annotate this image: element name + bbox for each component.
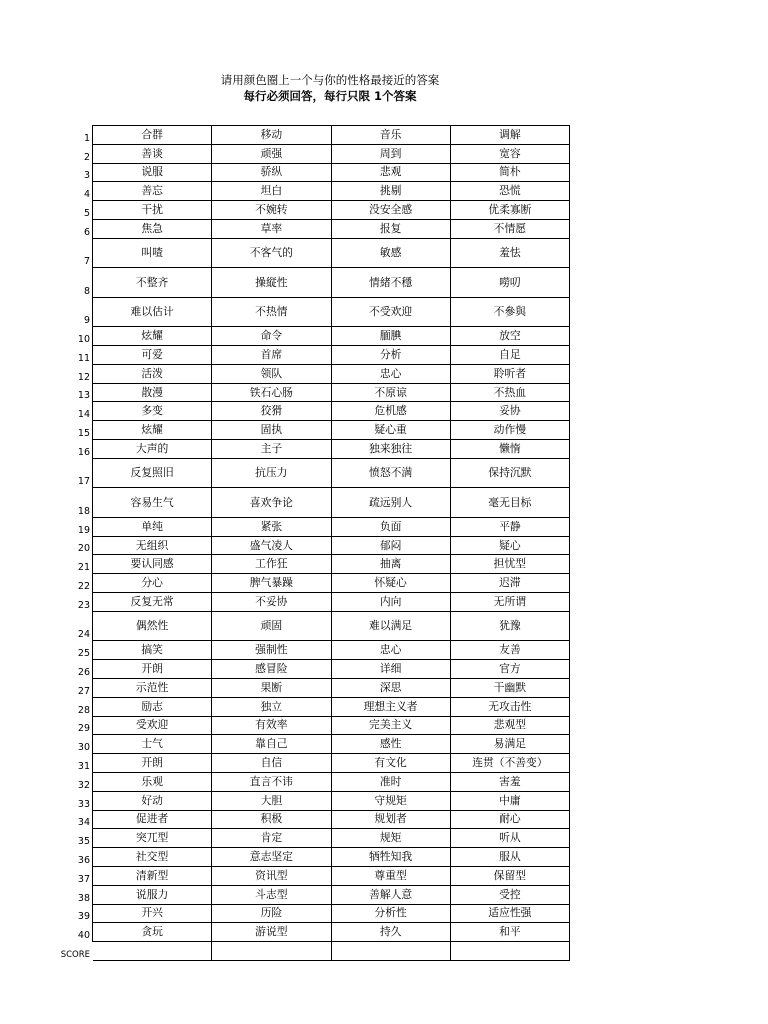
answer-option[interactable]: 难以估计 bbox=[93, 297, 212, 327]
row-number: 24 bbox=[77, 629, 90, 641]
row-number: 7 bbox=[83, 256, 90, 268]
answer-option[interactable]: 忠心 bbox=[331, 641, 450, 660]
table-row bbox=[93, 268, 570, 298]
table-row bbox=[93, 848, 570, 867]
row-number: 25 bbox=[77, 648, 90, 660]
answer-option[interactable]: 感性 bbox=[331, 735, 450, 754]
table-row bbox=[93, 517, 570, 536]
row-number: 29 bbox=[77, 723, 90, 735]
answer-option[interactable]: 领队 bbox=[212, 364, 331, 383]
answer-option[interactable]: 分心 bbox=[93, 574, 212, 593]
table-row bbox=[93, 735, 570, 754]
answer-option[interactable]: 开朗 bbox=[93, 754, 212, 773]
row-number: 3 bbox=[83, 170, 90, 182]
answer-option[interactable]: 官方 bbox=[450, 660, 569, 679]
answer-option[interactable]: 挑剔 bbox=[331, 182, 450, 201]
answer-option[interactable]: 连贯（不善变） bbox=[450, 754, 569, 773]
table-row bbox=[93, 574, 570, 593]
answer-option[interactable]: 靠自己 bbox=[212, 735, 331, 754]
answer-option[interactable]: 周到 bbox=[331, 144, 450, 163]
row-number: 19 bbox=[77, 524, 90, 536]
row-number: 33 bbox=[77, 798, 90, 810]
score-label: SCORE bbox=[60, 949, 90, 960]
answer-option[interactable]: 有文化 bbox=[331, 754, 450, 773]
answer-option[interactable]: 脾气暴躁 bbox=[212, 574, 331, 593]
answer-option[interactable]: 紧张 bbox=[212, 517, 331, 536]
answer-option[interactable]: 毫无目标 bbox=[450, 488, 569, 518]
answer-option[interactable]: 报复 bbox=[331, 219, 450, 238]
table-row bbox=[93, 885, 570, 904]
answer-option[interactable]: 牺牲知我 bbox=[331, 848, 450, 867]
score-cell[interactable] bbox=[450, 942, 569, 961]
answer-option[interactable]: 不原谅 bbox=[331, 383, 450, 402]
table-row bbox=[93, 402, 570, 421]
table-row bbox=[93, 201, 570, 220]
row-number: 34 bbox=[77, 817, 90, 829]
table-row bbox=[93, 488, 570, 518]
answer-option[interactable]: 怀疑心 bbox=[331, 574, 450, 593]
row-number: 22 bbox=[77, 581, 90, 593]
row-number: 28 bbox=[77, 704, 90, 716]
answer-option[interactable]: 不受欢迎 bbox=[331, 297, 450, 327]
answer-option[interactable]: 和平 bbox=[450, 923, 569, 942]
answer-option[interactable]: 理想主义者 bbox=[331, 697, 450, 716]
table-row bbox=[93, 641, 570, 660]
table-row bbox=[93, 536, 570, 555]
answer-option[interactable]: 没安全感 bbox=[331, 201, 450, 220]
answer-option[interactable]: 规划者 bbox=[331, 810, 450, 829]
answer-option[interactable]: 深思 bbox=[331, 678, 450, 697]
answer-option[interactable]: 说服 bbox=[93, 163, 212, 182]
table-row bbox=[93, 421, 570, 440]
answer-option[interactable]: 善忘 bbox=[93, 182, 212, 201]
answer-option[interactable]: 悲观 bbox=[331, 163, 450, 182]
answer-option[interactable]: 果断 bbox=[212, 678, 331, 697]
answer-option[interactable]: 自足 bbox=[450, 346, 569, 365]
answer-option[interactable]: 担忧型 bbox=[450, 555, 569, 574]
row-number: 35 bbox=[77, 836, 90, 848]
row-number: 20 bbox=[77, 543, 90, 555]
score-cell[interactable] bbox=[331, 942, 450, 961]
answer-option[interactable]: 偶然性 bbox=[93, 611, 212, 641]
answer-option[interactable]: 友善 bbox=[450, 641, 569, 660]
table-row bbox=[93, 866, 570, 885]
answer-option[interactable]: 聆听者 bbox=[450, 364, 569, 383]
answer-option[interactable]: 危机感 bbox=[331, 402, 450, 421]
answer-option[interactable]: 不情愿 bbox=[450, 219, 569, 238]
answer-option[interactable]: 不整齐 bbox=[93, 268, 212, 298]
answer-option[interactable]: 大声的 bbox=[93, 440, 212, 459]
answer-option[interactable]: 干幽默 bbox=[450, 678, 569, 697]
table-row bbox=[93, 458, 570, 488]
table-row bbox=[93, 297, 570, 327]
answer-option[interactable]: 顽强 bbox=[212, 144, 331, 163]
answer-option[interactable]: 焦急 bbox=[93, 219, 212, 238]
row-number: 4 bbox=[83, 189, 90, 201]
answer-option[interactable]: 守规矩 bbox=[331, 791, 450, 810]
answer-option[interactable]: 调解 bbox=[450, 126, 569, 145]
row-number: 9 bbox=[83, 315, 90, 327]
answer-option[interactable]: 分析 bbox=[331, 346, 450, 365]
score-cell[interactable] bbox=[93, 942, 212, 961]
answer-option[interactable]: 不婉转 bbox=[212, 201, 331, 220]
row-number: 23 bbox=[77, 599, 90, 611]
answer-option[interactable]: 干扰 bbox=[93, 201, 212, 220]
answer-option[interactable]: 难以满足 bbox=[331, 611, 450, 641]
answer-option[interactable]: 尊重型 bbox=[331, 866, 450, 885]
answer-option[interactable]: 容易生气 bbox=[93, 488, 212, 518]
answer-option[interactable]: 疏远别人 bbox=[331, 488, 450, 518]
answer-option[interactable]: 无攻击性 bbox=[450, 697, 569, 716]
answer-option[interactable]: 情緒不穩 bbox=[331, 268, 450, 298]
answer-option[interactable]: 音乐 bbox=[331, 126, 450, 145]
answer-option[interactable]: 合群 bbox=[93, 126, 212, 145]
row-number: 5 bbox=[83, 207, 90, 219]
answer-option[interactable]: 移动 bbox=[212, 126, 331, 145]
answer-option[interactable]: 强制性 bbox=[212, 641, 331, 660]
answer-option[interactable]: 妥协 bbox=[450, 402, 569, 421]
table-row bbox=[93, 611, 570, 641]
instruction-subtitle: 每行必须回答，每行只限 1个答案 bbox=[243, 89, 417, 103]
answer-option[interactable]: 乐观 bbox=[93, 772, 212, 791]
row-number: 17 bbox=[77, 476, 90, 488]
answer-option[interactable]: 疑心 bbox=[450, 536, 569, 555]
answer-option[interactable]: 感冒险 bbox=[212, 660, 331, 679]
answer-option[interactable]: 嘮叨 bbox=[450, 268, 569, 298]
row-number: 39 bbox=[77, 911, 90, 923]
table-row bbox=[93, 346, 570, 365]
table-row bbox=[93, 144, 570, 163]
table-row bbox=[93, 182, 570, 201]
row-number: 26 bbox=[77, 666, 90, 678]
table-row bbox=[93, 810, 570, 829]
row-number: 16 bbox=[77, 446, 90, 458]
answer-option[interactable]: 听从 bbox=[450, 829, 569, 848]
answer-option[interactable]: 不妥协 bbox=[212, 593, 331, 612]
answer-option[interactable]: 详细 bbox=[331, 660, 450, 679]
row-number: 6 bbox=[83, 226, 90, 238]
table-row bbox=[93, 829, 570, 848]
row-number: 11 bbox=[77, 352, 90, 364]
answer-option[interactable]: 抽离 bbox=[331, 555, 450, 574]
answer-option[interactable]: 操縦性 bbox=[212, 268, 331, 298]
answer-option[interactable]: 宽容 bbox=[450, 144, 569, 163]
answer-option[interactable]: 保持沉默 bbox=[450, 458, 569, 488]
row-number: 2 bbox=[83, 151, 90, 163]
answer-option[interactable]: 适应性强 bbox=[450, 904, 569, 923]
answer-option[interactable]: 开兴 bbox=[93, 904, 212, 923]
answer-option[interactable]: 优柔寡断 bbox=[450, 201, 569, 220]
row-number: 14 bbox=[77, 409, 90, 421]
table-row bbox=[93, 772, 570, 791]
answer-option[interactable]: 郁闷 bbox=[331, 536, 450, 555]
answer-option[interactable]: 抗压力 bbox=[212, 458, 331, 488]
answer-option[interactable]: 肯定 bbox=[212, 829, 331, 848]
row-number: 13 bbox=[77, 390, 90, 402]
answer-option[interactable]: 中庸 bbox=[450, 791, 569, 810]
answer-option[interactable]: 不客气的 bbox=[212, 238, 331, 268]
answer-option[interactable]: 无组织 bbox=[93, 536, 212, 555]
row-number: 38 bbox=[77, 892, 90, 904]
answer-option[interactable]: 社交型 bbox=[93, 848, 212, 867]
table-row bbox=[93, 364, 570, 383]
row-number: 40 bbox=[77, 930, 90, 942]
answer-option[interactable]: 促进者 bbox=[93, 810, 212, 829]
answer-option[interactable]: 迟滞 bbox=[450, 574, 569, 593]
answer-option[interactable]: 主子 bbox=[212, 440, 331, 459]
answer-option[interactable]: 腼腆 bbox=[331, 327, 450, 346]
answer-option[interactable]: 耐心 bbox=[450, 810, 569, 829]
answer-option[interactable]: 不热血 bbox=[450, 383, 569, 402]
table-row bbox=[93, 219, 570, 238]
table-row bbox=[93, 904, 570, 923]
row-number: 10 bbox=[77, 334, 90, 346]
answer-option[interactable]: 疑心重 bbox=[331, 421, 450, 440]
answer-option[interactable]: 内向 bbox=[331, 593, 450, 612]
table-row bbox=[93, 126, 570, 145]
answer-option[interactable]: 悲观型 bbox=[450, 716, 569, 735]
answer-option[interactable]: 放空 bbox=[450, 327, 569, 346]
answer-option[interactable]: 叫喳 bbox=[93, 238, 212, 268]
answer-option[interactable]: 资讯型 bbox=[212, 866, 331, 885]
answer-option[interactable]: 负面 bbox=[331, 517, 450, 536]
row-number: 1 bbox=[83, 132, 90, 144]
answer-option[interactable]: 斗志型 bbox=[212, 885, 331, 904]
answer-option[interactable]: 愤怒不满 bbox=[331, 458, 450, 488]
row-number-column bbox=[60, 125, 92, 960]
table-row bbox=[93, 555, 570, 574]
answer-option[interactable]: 要认同感 bbox=[93, 555, 212, 574]
answer-option[interactable]: 直言不讳 bbox=[212, 772, 331, 791]
answer-option[interactable]: 铁石心肠 bbox=[212, 383, 331, 402]
answer-option[interactable]: 简朴 bbox=[450, 163, 569, 182]
answer-option[interactable]: 独来独往 bbox=[331, 440, 450, 459]
answer-option[interactable]: 狡猾 bbox=[212, 402, 331, 421]
answer-option[interactable]: 炫耀 bbox=[93, 421, 212, 440]
personality-answer-table bbox=[92, 125, 570, 961]
answer-option[interactable]: 易满足 bbox=[450, 735, 569, 754]
answer-option[interactable]: 励志 bbox=[93, 697, 212, 716]
answer-option[interactable]: 游说型 bbox=[212, 923, 331, 942]
row-number: 31 bbox=[77, 760, 90, 772]
answer-option[interactable]: 好动 bbox=[93, 791, 212, 810]
table-row bbox=[93, 238, 570, 268]
answer-option[interactable]: 受欢迎 bbox=[93, 716, 212, 735]
answer-option[interactable]: 受控 bbox=[450, 885, 569, 904]
answer-option[interactable]: 服从 bbox=[450, 848, 569, 867]
row-number: 15 bbox=[77, 428, 90, 440]
row-number: 36 bbox=[77, 854, 90, 866]
answer-option[interactable]: 多变 bbox=[93, 402, 212, 421]
answer-option[interactable]: 贪玩 bbox=[93, 923, 212, 942]
answer-option[interactable]: 开朗 bbox=[93, 660, 212, 679]
answer-option[interactable]: 意志坚定 bbox=[212, 848, 331, 867]
table-row bbox=[93, 440, 570, 459]
row-number: 8 bbox=[83, 285, 90, 297]
answer-option[interactable]: 活泼 bbox=[93, 364, 212, 383]
table-row bbox=[93, 678, 570, 697]
answer-option[interactable]: 保留型 bbox=[450, 866, 569, 885]
row-number: 21 bbox=[77, 562, 90, 574]
answer-option[interactable]: 固执 bbox=[212, 421, 331, 440]
answer-option[interactable]: 善解人意 bbox=[331, 885, 450, 904]
answer-option[interactable]: 工作狂 bbox=[212, 555, 331, 574]
row-number: 30 bbox=[77, 742, 90, 754]
instruction-title: 请用颜色圈上一个与你的性格最接近的答案 bbox=[220, 73, 440, 87]
answer-option[interactable]: 清新型 bbox=[93, 866, 212, 885]
answer-option[interactable]: 羞怯 bbox=[450, 238, 569, 268]
answer-option[interactable]: 不參與 bbox=[450, 297, 569, 327]
answer-option[interactable]: 顽固 bbox=[212, 611, 331, 641]
answer-option[interactable]: 可爱 bbox=[93, 346, 212, 365]
row-number: 18 bbox=[77, 505, 90, 517]
answer-option[interactable]: 分析性 bbox=[331, 904, 450, 923]
table-row bbox=[93, 791, 570, 810]
answer-option[interactable]: 完美主义 bbox=[331, 716, 450, 735]
answer-option[interactable]: 不热情 bbox=[212, 297, 331, 327]
answer-option[interactable]: 独立 bbox=[212, 697, 331, 716]
answer-option[interactable]: 盛气凌人 bbox=[212, 536, 331, 555]
score-cell[interactable] bbox=[212, 942, 331, 961]
answer-option[interactable]: 喜欢争论 bbox=[212, 488, 331, 518]
answer-option[interactable]: 草率 bbox=[212, 219, 331, 238]
table-row bbox=[93, 327, 570, 346]
table-row bbox=[93, 383, 570, 402]
row-number: 12 bbox=[77, 371, 90, 383]
row-number: 32 bbox=[77, 779, 90, 791]
answer-option[interactable]: 懒惰 bbox=[450, 440, 569, 459]
answer-option[interactable]: 反复无常 bbox=[93, 593, 212, 612]
answer-option[interactable]: 积极 bbox=[212, 810, 331, 829]
answer-option[interactable]: 持久 bbox=[331, 923, 450, 942]
answer-option[interactable]: 骄纵 bbox=[212, 163, 331, 182]
table-row bbox=[93, 593, 570, 612]
answer-option[interactable]: 首席 bbox=[212, 346, 331, 365]
row-number: 37 bbox=[77, 873, 90, 885]
answer-option[interactable]: 示范性 bbox=[93, 678, 212, 697]
answer-option[interactable]: 坦白 bbox=[212, 182, 331, 201]
answer-option[interactable]: 忠心 bbox=[331, 364, 450, 383]
answer-option[interactable]: 炫耀 bbox=[93, 327, 212, 346]
answer-option[interactable]: 大胆 bbox=[212, 791, 331, 810]
answer-option[interactable]: 动作慢 bbox=[450, 421, 569, 440]
answer-option[interactable]: 士气 bbox=[93, 735, 212, 754]
answer-option[interactable]: 准时 bbox=[331, 772, 450, 791]
table-row bbox=[93, 660, 570, 679]
table-row bbox=[93, 697, 570, 716]
answer-option[interactable]: 有效率 bbox=[212, 716, 331, 735]
answer-option[interactable]: 反复照旧 bbox=[93, 458, 212, 488]
table-row bbox=[93, 163, 570, 182]
answer-option[interactable]: 单纯 bbox=[93, 517, 212, 536]
answer-option[interactable]: 犹豫 bbox=[450, 611, 569, 641]
answer-option[interactable]: 命令 bbox=[212, 327, 331, 346]
answer-option[interactable]: 突兀型 bbox=[93, 829, 212, 848]
answer-option[interactable]: 搞笑 bbox=[93, 641, 212, 660]
score-row bbox=[93, 942, 570, 961]
row-number: 27 bbox=[77, 685, 90, 697]
table-row bbox=[93, 754, 570, 773]
answer-option[interactable]: 敏感 bbox=[331, 238, 450, 268]
answer-option[interactable]: 无所谓 bbox=[450, 593, 569, 612]
answer-option[interactable]: 善谈 bbox=[93, 144, 212, 163]
answer-option[interactable]: 害羞 bbox=[450, 772, 569, 791]
table-row bbox=[93, 923, 570, 942]
table-row bbox=[93, 716, 570, 735]
answer-option[interactable]: 历险 bbox=[212, 904, 331, 923]
answer-option[interactable]: 说服力 bbox=[93, 885, 212, 904]
answer-option[interactable]: 恐慌 bbox=[450, 182, 569, 201]
answer-option[interactable]: 散漫 bbox=[93, 383, 212, 402]
answer-option[interactable]: 自信 bbox=[212, 754, 331, 773]
answer-option[interactable]: 规矩 bbox=[331, 829, 450, 848]
answer-option[interactable]: 平静 bbox=[450, 517, 569, 536]
